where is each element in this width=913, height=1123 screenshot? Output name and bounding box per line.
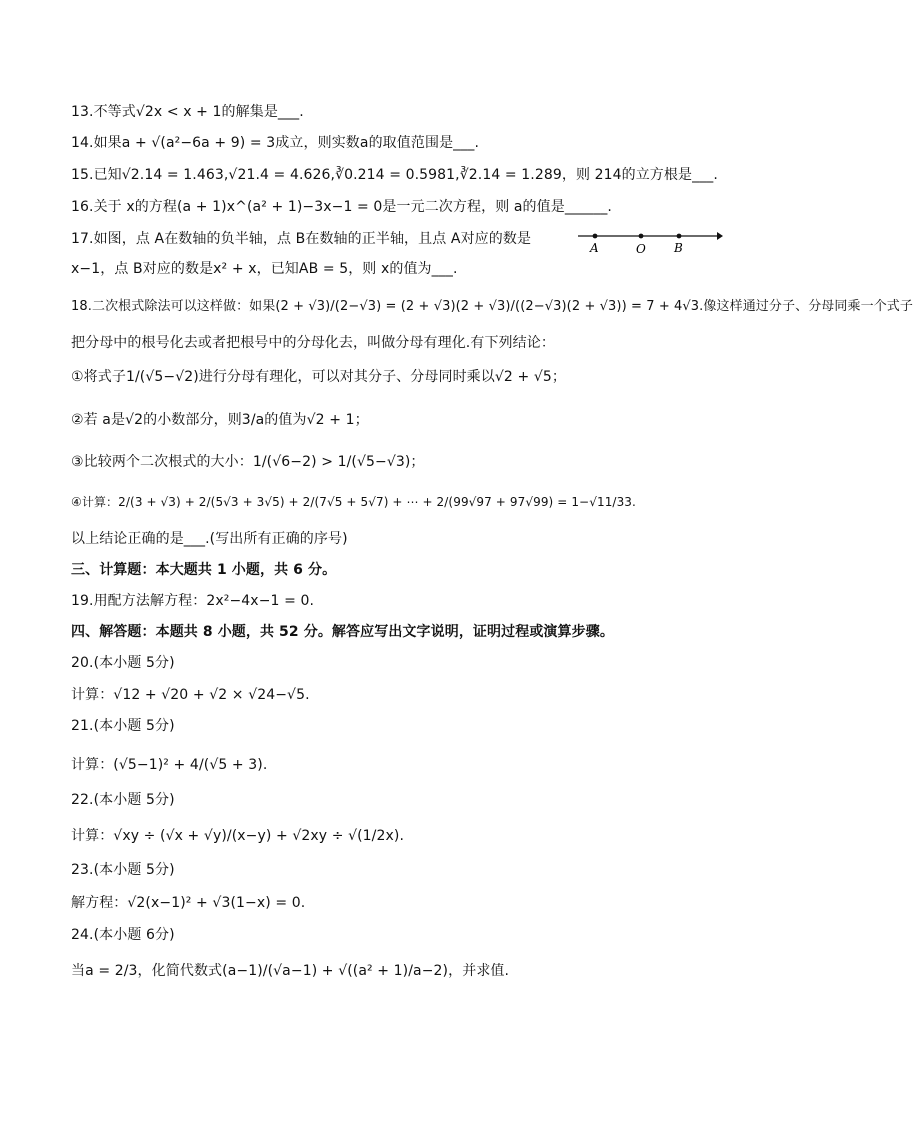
question-18-item-2: ②若 a是√2的小数部分，则3/a的值为√2 + 1；	[71, 412, 369, 428]
question-18-item-1: ①将式子1/(√5−√2)进行分母有理化，可以对其分子、分母同时乘以√2 + √5；	[71, 369, 566, 385]
question-18-item-4: ④计算：2/(3 + √3) + 2/(5√3 + 3√5) + 2/(7√5 + 5√7) + ⋯ + 2/(99√97 + 97√99) = 1−√11/33.	[71, 495, 636, 509]
label-b: B	[674, 241, 683, 255]
question-24-header: 24.(本小题 6分)	[71, 927, 175, 943]
question-20-header: 20.(本小题 5分)	[71, 655, 175, 671]
number-line-figure	[578, 228, 723, 258]
question-21-header: 21.(本小题 5分)	[71, 718, 175, 734]
question-22-body: 计算：√xy ÷ (√x + √y)/(x−y) + √2xy ÷ √(1/2x).	[71, 828, 405, 844]
section-3-heading: 三、计算题：本大题共 1 小题，共 6 分。	[71, 562, 337, 578]
question-17-line-2: x−1，点 B对应的数是x² + x，已知AB = 5，则 x的值为___.	[71, 261, 458, 277]
question-21-body: 计算：(√5−1)² + 4/(√5 + 3).	[71, 757, 268, 773]
question-23-body: 解方程：√2(x−1)² + √3(1−x) = 0.	[71, 895, 306, 911]
question-22-header: 22.(本小题 5分)	[71, 792, 175, 808]
question-23-header: 23.(本小题 5分)	[71, 862, 175, 878]
question-14: 14.如果a + √(a²−6a + 9) = 3成立，则实数a的取值范围是___.	[71, 135, 480, 151]
point-o	[639, 234, 644, 239]
question-18-line-1: 18.二次根式除法可以这样做：如果(2 + √3)/(2−√3) = (2 + √3)(2 + √3)/((2−√3)(2 + √3)) = 7 + 4√3.像这样通过分子、分母同乘一个式子	[71, 299, 913, 314]
question-16: 16.关于 x的方程(a + 1)x^(a² + 1)−3x−1 = 0是一元二次方程，则 a的值是______.	[71, 199, 612, 215]
question-18-line-2: 把分母中的根号化去或者把根号中的分母化去，叫做分母有理化.有下列结论：	[71, 335, 555, 351]
question-20-body: 计算：√12 + √20 + √2 × √24−√5.	[71, 687, 310, 703]
question-17-line-1: 17.如图，点 A在数轴的负半轴，点 B在数轴的正半轴，且点 A对应的数是	[71, 231, 532, 247]
question-24-body: 当a = 2/3，化简代数式(a−1)/(√a−1) + √((a² + 1)/a−2)，并求值.	[71, 963, 510, 979]
question-13: 13.不等式√2x < x + 1的解集是___.	[71, 104, 304, 120]
question-18-item-3: ③比较两个二次根式的大小：1/(√6−2) > 1/(√5−√3)；	[71, 454, 425, 470]
question-18-conclusion: 以上结论正确的是___.(写出所有正确的序号)	[71, 531, 348, 547]
section-4-heading: 四、解答题：本题共 8 小题，共 52 分。解答应写出文字说明，证明过程或演算步骤。	[71, 624, 614, 640]
point-a	[593, 234, 598, 239]
label-a: A	[590, 241, 599, 255]
point-b	[677, 234, 682, 239]
question-15: 15.已知√2.14 = 1.463,√21.4 = 4.626,∛0.214 = 0.5981,∛2.14 = 1.289，则 214的立方根是___.	[71, 167, 718, 183]
question-19: 19.用配方法解方程：2x²−4x−1 = 0.	[71, 593, 315, 609]
arrow-right-icon	[717, 232, 723, 240]
label-o: O	[636, 242, 646, 256]
